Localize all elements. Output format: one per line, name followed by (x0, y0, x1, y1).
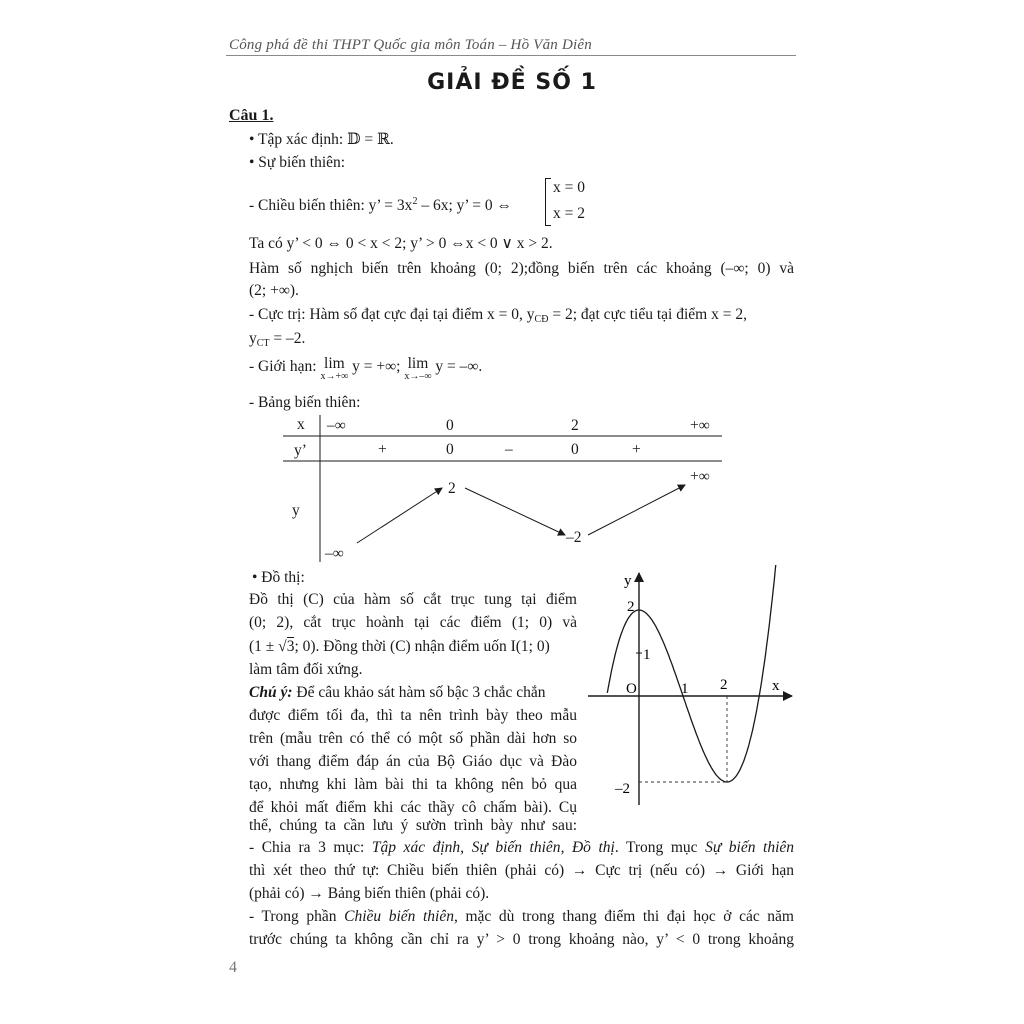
yprime-sign: – (505, 441, 513, 458)
arrow-down (465, 488, 565, 535)
note-line-3: trên (mẫu trên có thể có một số phần dài hơn so (249, 730, 577, 747)
derivative-pre: - Chiều biến thiên: y’ = 3x (249, 197, 413, 214)
graph-desc-2: (0; 2), cắt trục hoành tại các điểm (1; 0) và (249, 614, 577, 631)
x-tick-2: 2 (720, 677, 728, 693)
table-heading: - Bảng biến thiên: (249, 394, 361, 411)
x-value: –∞ (327, 417, 346, 434)
sqrt-radicand: 3 (286, 638, 295, 655)
x-value: +∞ (690, 417, 710, 434)
variation-heading: • Sự biến thiên: (249, 154, 346, 171)
note-line-1 (249, 683, 546, 703)
y-value: +∞ (690, 468, 710, 485)
y-value: 2 (448, 480, 456, 497)
row-y-label: y (292, 502, 300, 519)
yprime-sign: 0 (446, 441, 454, 458)
b4-italic: Chiều biến thiên (344, 908, 454, 925)
note-line-5: tạo, nhưng khi làm bài thi ta không nên bỏ qua (249, 776, 577, 793)
lim-word-1: lim (324, 355, 345, 372)
lim-sub-1: x→+∞ (320, 371, 349, 382)
b1-comma-1: , (460, 839, 472, 856)
question-label: Câu 1. (229, 107, 274, 124)
graph-heading: • Đồ thị: (252, 569, 305, 586)
b1-comma-2: , (560, 839, 572, 856)
bottom-line-4 (249, 907, 794, 927)
derivative-post: – 6x; y’ = 0 ⇔ (417, 197, 512, 214)
b1-italic-4: Sự biến thiên (705, 839, 795, 856)
sign-line: Ta có y’ < 0 ⇔ 0 < x < 2; y’ > 0 ⇔x < 0 ∨ x > 2. (249, 235, 553, 252)
running-header: Công phá đề thi THPT Quốc gia môn Toán – Hồ Văn Diên (229, 37, 592, 53)
y-tick-2: 2 (627, 599, 635, 615)
extrema-post: = 2; đạt cực tiểu tại điểm x = 2, (548, 306, 747, 323)
row-yprime-label: y’ (294, 442, 307, 459)
sqrt-symbol: √ (278, 638, 287, 655)
note-line-7: thể, chúng ta cần lưu ý sườn trình bày như sau: (249, 817, 577, 834)
graph-desc-4: làm tâm đối xứng. (249, 661, 363, 678)
y-value: –2 (566, 529, 582, 546)
b4-pre: - Trong phần (249, 908, 345, 925)
b1-italic-1: Tập xác định (371, 839, 461, 856)
desc3-pre: (1 ± (249, 638, 279, 655)
x-value: 0 (446, 417, 454, 434)
graph-desc-1: Đồ thị (C) của hàm số cắt trục tung tại điểm (249, 591, 577, 608)
yprime-sign: 0 (571, 441, 579, 458)
origin-label: O (626, 681, 637, 697)
y-value: –∞ (325, 545, 344, 562)
row-x-label: x (297, 416, 305, 433)
bottom-line-5: trước chúng ta không cần chỉ ra y’ > 0 trong khoảng nào, y’ < 0 trong khoảng (249, 931, 794, 948)
x-value: 2 (571, 417, 579, 434)
b1-italic-2: Sự biến thiên (471, 839, 561, 856)
b1-italic-3: Đồ thị (571, 839, 615, 856)
extrema2-pre: y (249, 330, 257, 347)
bottom-line-2: thì xét theo thứ tự: Chiều biến thiên (phải có) → Cực trị (nếu có) → Giới hạn (249, 862, 794, 879)
bottom-line-3: (phải có) → Bảng biến thiên (phải có). (249, 885, 490, 902)
note-line-6: để khỏi mất điểm khi các thầy cô chấm bài). Cụ (249, 799, 577, 816)
x-axis-label: x (772, 678, 780, 694)
bottom-line-1 (249, 838, 794, 858)
x-tick-1: 1 (681, 681, 689, 697)
system-root-1: x = 0 (553, 179, 585, 196)
page-title: GIẢI ĐỀ SỐ 1 (427, 70, 597, 95)
extrema-min-sub: CT (256, 338, 270, 349)
note-line-4: với thang điểm đáp án của Bộ Giáo dục và Đào (249, 753, 577, 770)
page-number: 4 (229, 959, 237, 976)
system-root-2: x = 2 (553, 205, 585, 222)
lim-rest-2: y = –∞. (431, 358, 483, 375)
y-tick-1: 1 (643, 647, 651, 663)
extrema-max-sub: CĐ (534, 314, 549, 325)
lim-sub-2: x→–∞ (404, 371, 432, 382)
monotonic-line-2: (2; +∞). (249, 282, 299, 299)
yprime-sign: + (632, 441, 641, 458)
arrow-up-1 (357, 488, 442, 543)
note-text-1: Để câu khảo sát hàm số bậc 3 chắc chắn (292, 684, 546, 701)
monotonic-line-1: Hàm số nghịch biến trên khoảng (0; 2);đồng biến trên các khoảng (–∞; 0) và (249, 260, 794, 277)
lim-rest-1: y = +∞; (348, 358, 405, 375)
derivative-exponent: 2 (412, 196, 418, 207)
y-axis-label: y (624, 573, 632, 589)
lim-word-2: lim (407, 355, 429, 372)
desc3-post: ; 0). Đồng thời (C) nhận điểm uốn I(1; 0) (294, 638, 550, 655)
b4-post: , mặc dù trong thang điểm thi đại học ở các năm (454, 908, 794, 925)
function-graph (585, 565, 800, 810)
note-line-2: được điểm tối đa, thì ta nên trình bày theo mẫu (249, 707, 577, 724)
extrema2-post: = –2. (269, 330, 306, 347)
extrema-pre: - Cực trị: Hàm số đạt cực đại tại điểm x = 0, y (249, 306, 535, 323)
b1-pre: - Chia ra 3 mục: (249, 839, 372, 856)
domain-line: • Tập xác định: 𝔻 = ℝ. (249, 131, 394, 148)
cubic-curve (607, 565, 800, 782)
yprime-sign: + (378, 441, 387, 458)
arrow-up-2 (588, 485, 685, 535)
graph-desc-3 (249, 637, 550, 657)
note-label: Chú ý: (249, 684, 293, 701)
y-tick-minus-2: –2 (615, 781, 630, 797)
b1-mid: . Trong mục (614, 839, 706, 856)
limits-label: - Giới hạn: (249, 358, 321, 375)
